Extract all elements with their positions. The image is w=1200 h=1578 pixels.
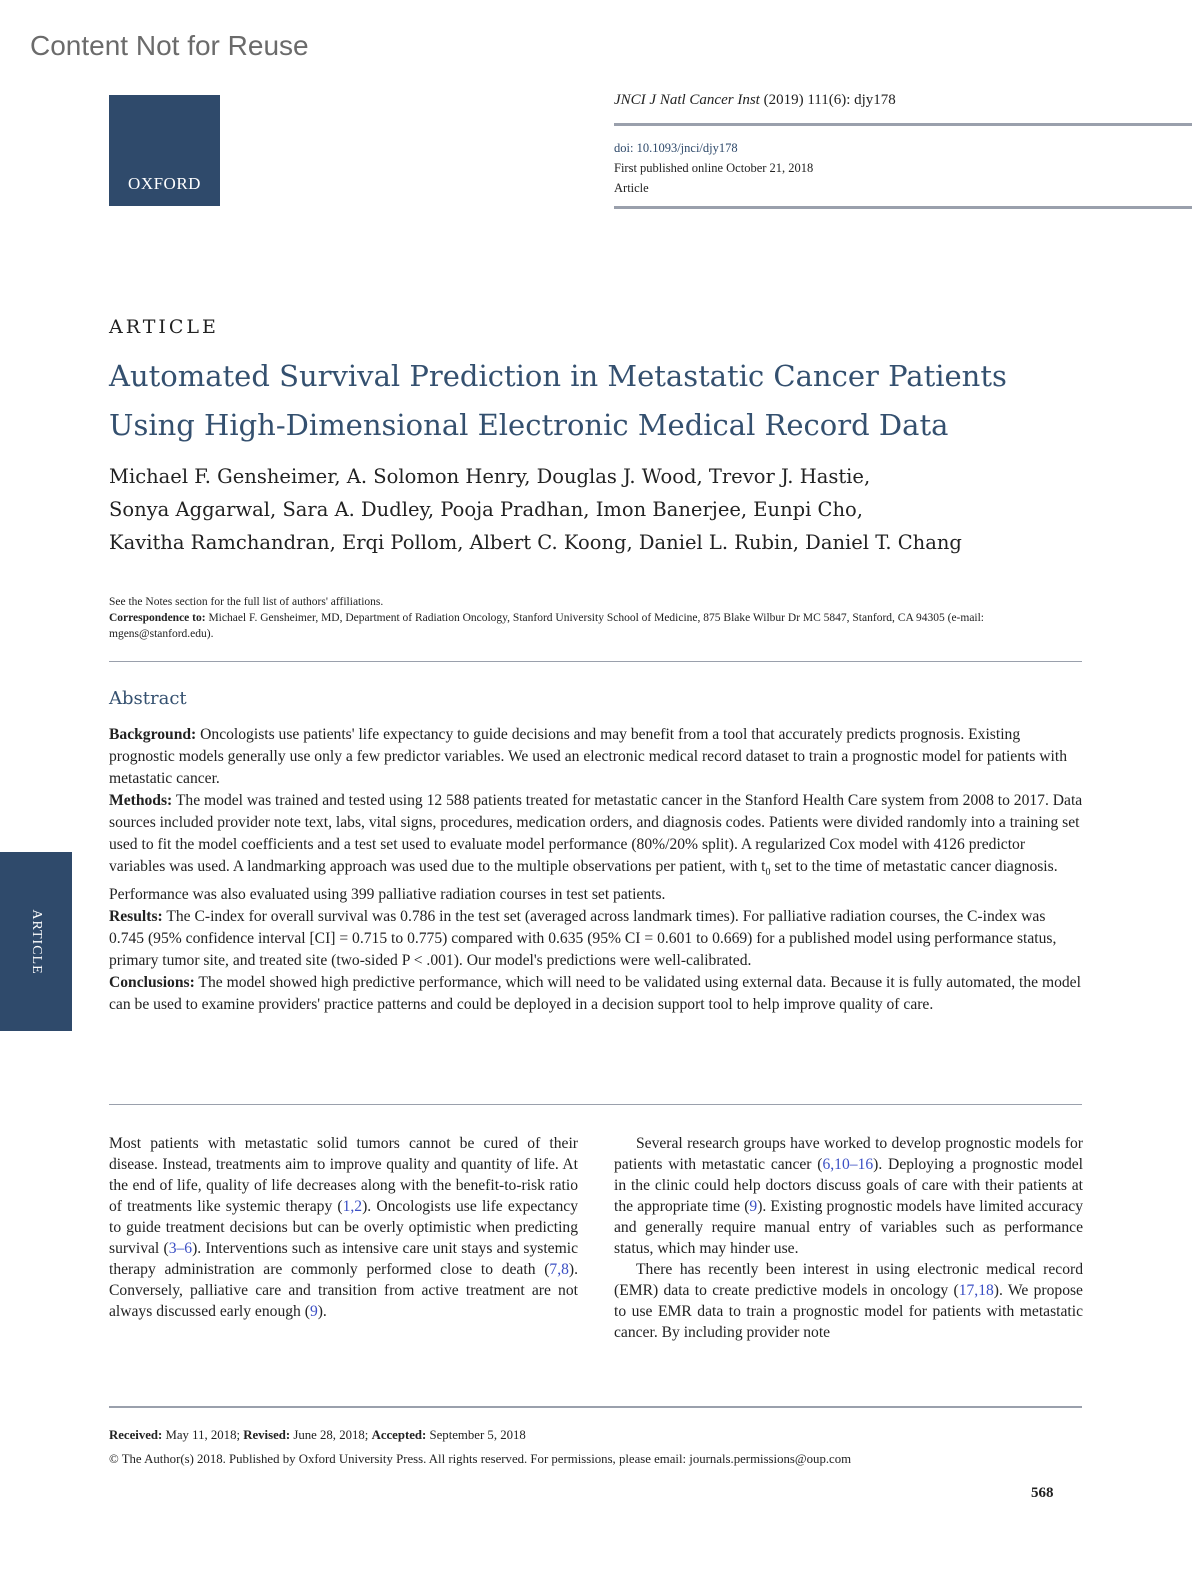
revised-date: June 28, 2018; xyxy=(293,1428,369,1442)
abstract-results xyxy=(109,906,1084,972)
received-label: Received: xyxy=(109,1428,163,1442)
citation-link[interactable]: 1,2 xyxy=(342,1198,363,1215)
background-text: Oncologists use patients' life expectancy to guide decisions and may benefit from a tool that accurately predicts prognosis. Existing prognostic models generally use only a few predictor variables. We used an electronic medical record dataset to train a prognostic model for patients with metastatic cancer. xyxy=(109,726,1068,787)
accepted-label: Accepted: xyxy=(371,1428,427,1442)
history-dates xyxy=(109,1423,1084,1447)
article-title xyxy=(109,352,1109,450)
body-text: ). Deploying a prognostic model in the clinic could help doctors discuss goals of care with their patients at the appropriate time ( xyxy=(614,1156,1083,1215)
methods-text: The model was trained and tested using 12 588 patients treated for metastatic cancer in the Stanford Health Care system from 2008 to 2017. Data sources included provider note text, labs, vital signs, procedures, medication orders, and diagnosis codes. Patients were divided randomly into a training set used to fit the model coefficients and a test set used to evaluate model performance (80%/20% split). A regularized Cox model with 4126 predictor variables was used. A landmarking approach was used due to the multiple observations per patient, with t xyxy=(109,792,1083,875)
oxford-logo[interactable] xyxy=(109,95,220,206)
conclusions-label: Conclusions: xyxy=(109,974,195,992)
header-rule xyxy=(614,123,1192,126)
journal-abbrev: JNCI J Natl Cancer Inst xyxy=(614,92,760,108)
results-label: Results: xyxy=(109,908,163,926)
logo-text: OXFORD xyxy=(128,174,201,193)
body-text: Several research groups have worked to develop prognostic models for patients with metastatic cancer ( xyxy=(614,1135,1083,1173)
author-line: Michael F. Gensheimer, A. Solomon Henry, Douglas J. Wood, Trevor J. Hastie, xyxy=(109,465,871,488)
correspondence-label: Correspondence to: xyxy=(109,612,206,624)
abstract-background xyxy=(109,724,1084,790)
methods-label: Methods: xyxy=(109,792,173,809)
correspondence-note xyxy=(109,610,1085,642)
author-line: Kavitha Ramchandran, Erqi Pollom, Albert C. Koong, Daniel L. Rubin, Daniel T. Chang xyxy=(109,531,962,554)
background-label: Background: xyxy=(109,726,197,743)
footer xyxy=(109,1423,1084,1471)
body-text: ). Conversely, palliative care and transition from active treatment are not always discussed early enough ( xyxy=(109,1261,578,1320)
abstract-body xyxy=(109,724,1084,1016)
article-meta xyxy=(614,138,813,198)
citation-link[interactable]: 3–6 xyxy=(168,1240,193,1257)
body-text: ). Oncologists use life expectancy to guide treatment decisions but can be overly optimistic when predicting survival ( xyxy=(109,1198,578,1257)
body-paragraph xyxy=(614,1133,1083,1259)
received-date: May 11, 2018; xyxy=(165,1428,241,1442)
citation-link[interactable]: 17,18 xyxy=(958,1282,994,1299)
author-notes xyxy=(109,594,1085,642)
divider xyxy=(109,661,1082,662)
correspondence-text: Michael F. Gensheimer, MD, Department of Radiation Oncology, Stanford University School of Medicine, 875 Blake Wilbur Dr MC 5847, Stanford, CA 94305 (e-mail: mgens@stanford.edu). xyxy=(109,612,985,640)
article-label: ARTICLE xyxy=(109,316,219,338)
results-text: The C-index for overall survival was 0.786 in the test set (averaged across landmark times). For palliative radiation courses, the C-index was 0.745 (95% confidence interval [CI] = 0.715 to 0.775) compared with 0.635 (95% CI = 0.601 to 0.669) for a published model using performance status, primary tumor site, and treated site (two-sided P < .001). Our model's predictions were well-calibrated. xyxy=(109,908,1057,970)
citation-link[interactable]: 9 xyxy=(309,1303,318,1320)
citation-link[interactable]: 7,8 xyxy=(549,1261,569,1278)
body-column-left xyxy=(109,1133,578,1322)
journal-citation xyxy=(614,92,896,109)
copyright-line: © The Author(s) 2018. Published by Oxford University Press. All rights reserved. For permissions, please email: journals.permissions@oup.com xyxy=(109,1452,852,1466)
title-line-1: Automated Survival Prediction in Metastatic Cancer Patients xyxy=(109,359,1007,393)
section-side-tab xyxy=(0,852,72,1031)
side-tab-label: ARTICLE xyxy=(29,908,44,975)
revised-label: Revised: xyxy=(243,1428,291,1442)
journal-issue: (2019) 111(6): djy178 xyxy=(763,92,896,108)
body-paragraph xyxy=(109,1133,578,1322)
publish-date: First published online October 21, 2018 xyxy=(614,161,814,175)
body-text: Most patients with metastatic solid tumors cannot be cured of their disease. Instead, treatments aim to improve quality and quantity of life. At the end of life, quality of life decreases along with the benefit-to-risk ratio of treatments like systemic therapy ( xyxy=(109,1135,578,1215)
doi-link[interactable]: doi: 10.1093/jnci/djy178 xyxy=(614,141,738,155)
page-number: 568 xyxy=(1031,1485,1054,1501)
affiliations-note: See the Notes section for the full list of authors' affiliations. xyxy=(109,596,384,608)
body-text: ). We propose to use EMR data to train a prognostic model for patients with metastatic cancer. By including provider note xyxy=(614,1282,1083,1341)
abstract-conclusions xyxy=(109,972,1084,1016)
body-text: ). xyxy=(317,1303,327,1320)
body-text: ). Interventions such as intensive care unit stays and systemic therapy administration are commonly performed close to death ( xyxy=(109,1240,578,1278)
body-text: ). Existing prognostic models have limited accuracy and generally require manual entry of variables such as performance status, which may hinder use. xyxy=(614,1198,1083,1257)
citation-link[interactable]: 6,10–16 xyxy=(822,1156,874,1173)
title-line-2: Using High-Dimensional Electronic Medical Record Data xyxy=(109,408,949,442)
watermark: Content Not for Reuse xyxy=(30,30,309,61)
meta-rule xyxy=(614,206,1192,209)
methods-subscript: 0 xyxy=(765,867,771,879)
author-list xyxy=(109,460,1109,559)
citation-link[interactable]: 9 xyxy=(749,1198,758,1215)
abstract-heading: Abstract xyxy=(109,688,187,709)
methods-text-cont: set to the time of metastatic cancer diagnosis. Performance was also evaluated using 399 palliative radiation courses in test set patients. xyxy=(109,858,1058,904)
body-text: There has recently been interest in using electronic medical record (EMR) data to create predictive models in oncology ( xyxy=(614,1261,1083,1299)
accepted-date: September 5, 2018 xyxy=(429,1428,526,1442)
abstract-methods xyxy=(109,790,1084,906)
divider xyxy=(109,1104,1082,1105)
conclusions-text: The model showed high predictive performance, which will need to be validated using external data. Because it is fully automated, the model can be used to examine providers' practice patterns and could be deployed in a decision support tool to help improve quality of care. xyxy=(109,974,1081,1014)
footer-rule xyxy=(109,1406,1082,1408)
body-column-right xyxy=(614,1133,1083,1343)
article-type: Article xyxy=(614,181,649,195)
body-paragraph xyxy=(614,1259,1083,1343)
author-line: Sonya Aggarwal, Sara A. Dudley, Pooja Pradhan, Imon Banerjee, Eunpi Cho, xyxy=(109,498,863,521)
